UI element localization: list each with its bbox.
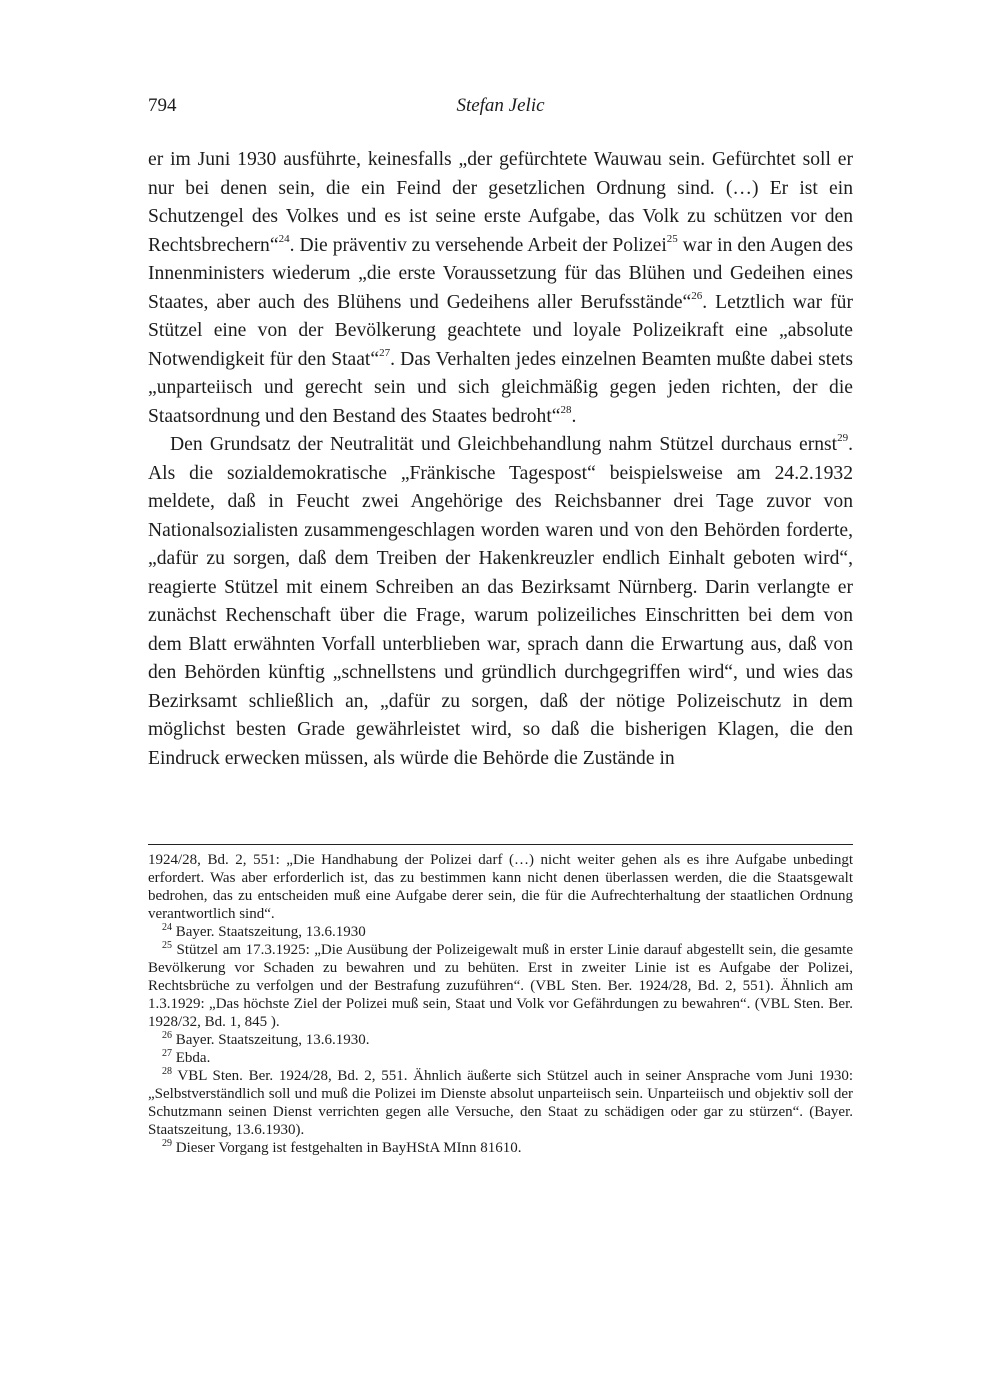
footnotes [148,851,853,1157]
paragraph-2: Den Grundsatz der Neutralität und Gleichbehandlung nahm Stützel durchaus ernst$^{29}$. Als die sozialdemokratische „Fränkische Tagespost“ beispielsweise am 24.2.1932 meldete, daß in Feucht zwei Angehörige des Reichsbanner drei Tage zuvor von Nationalsozialisten zusammengeschlagen worden waren und von den Behörden forderte, „dafür zu sorgen, daß dem Treiben der Hakenkreuzler endlich Einhalt geboten wird“, reagierte Stützel mit einem Schreiben an das Bezirksamt Nürnberg. Darin verlangte er zunächst Rechenschaft über die Frage, warum polizeiliches Einschritten bei dem von dem Blatt erwähnten Vorfall unterblieben war, sprach dann die Erwartung aus, daß von den Behörden künftig „schnellstens und gründlich durchgegriffen wird“, und wies das Bezirksamt schließlich an, „dafür zu sorgen, daß der nötige Polizeischutz in dem möglichst besten Grade gewährleistet wird, so daß die bisherigen Klagen, die den Eindruck erwecken müssen, als würde die Behörde die Zustände in [148,432,853,769]
footnote-ref-28[interactable]: 28 [560,403,572,416]
footnote-ref-27[interactable]: 27 [379,346,391,359]
page-number: 794 [148,95,177,116]
footnote-28: $^{28}$ VBL Sten. Ber. 1924/28, Bd. 2, 551. Ähnlich äußerte sich Stützel auch in seiner Ansprache vom Juni 1930: „Selbstverständlich soll und muß die Polizei im Dienste absolut unparteiisch sein. Unparteiisch und objektiv soll der Schutzmann seinen Dienst verrichten gegen alle Versuche, den Staat zu schädigen oder gar zu stürzen“. (Bayer. Staatszeitung, 13.6.1930). [148,1066,853,1138]
footnote-29: $^{29}$ Dieser Vorgang ist festgehalten in BayHStA MInn 81610. [162,1138,522,1156]
running-head: Stefan Jelic [456,95,545,116]
footnote-ref-26[interactable]: 26 [691,289,703,302]
footnote-ref-24[interactable]: 24 [278,232,290,245]
paragraph-1: er im Juni 1930 ausführte, keinesfalls „der gefürchtete Wauwau sein. Gefürchtet soll er nur bei denen sein, die ein Feind der gesetzlichen Ordnung sind. (…) Er ist ein Schutzengel des Volkes und es ist seine erste Aufgabe, das Volk zu schützen vor den Rechtsbrechern“$^{24}$. Die präventiv zu versehende Arbeit der Polizei$^{25}$ war in den Augen des Innenministers wiederum „die erste Voraussetzung für das Blühen und Gedeihen eines Staates, aber auch des Blühens und Gedeihens aller Berufsstände“$^{26}$. Letztlich war für Stützel eine von der Bevölkerung geachtete und loyale Polizeikraft eine „absolute Notwendigkeit für den Staat“$^{27}$. Das Verhalten jedes einzelnen Beamten mußte dabei stets „unparteiisch und gerecht sein und sich gleichmäßig gegen jeden richten, der die Staatsordnung und den Bestand des Staates bedroht“$^{28}$. [148,149,853,427]
page-header [148,95,853,123]
footnote-divider [148,844,853,845]
footnote-25: $^{25}$ Stützel am 17.3.1925: „Die Ausübung der Polizeigewalt muß in erster Linie darauf abgestellt sein, die gesamte Bevölkerung vor Schaden zu bewahren und zu behüten. Erst in zweiter Linie ist es Aufgabe der Polizei, Rechtsbrüche zu verfolgen und der Bestrafung zuzuführen“. (VBL Sten. Ber. 1924/28, Bd. 2, 551). Ähnlich am 1.3.1929: „Das höchste Ziel der Polizei muß sein, Staat und Volk vor Gefährdungen zu bewahren“. (VBL Sten. Ber. 1928/32, Bd. 1, 845 ). [148,940,854,1030]
footnote-24: $^{24}$ Bayer. Staatszeitung, 13.6.1930 [162,922,366,940]
footnote-ref-29[interactable]: 29 [837,432,849,445]
footnote-ref-25[interactable]: 25 [666,232,678,245]
footnote-27: $^{27}$ Ebda. [162,1048,211,1066]
main-text [148,146,853,773]
footnote-continuation: 1924/28, Bd. 2, 551: „Die Handhabung der Polizei darf (…) nicht weiter gehen als es ihre Aufgabe unbedingt erfordert. Was aber erforderlich ist, das zu bestimmen kann nicht denen überlassen werden, die die Staatsgewalt bedrohen, das zu entscheiden muß eine Aufgabe derer sein, die für die Aufrechterhaltung der staatlichen Ordnung verantwortlich sind“. [148,852,853,922]
footnote-26: $^{26}$ Bayer. Staatszeitung, 13.6.1930. [162,1030,370,1048]
